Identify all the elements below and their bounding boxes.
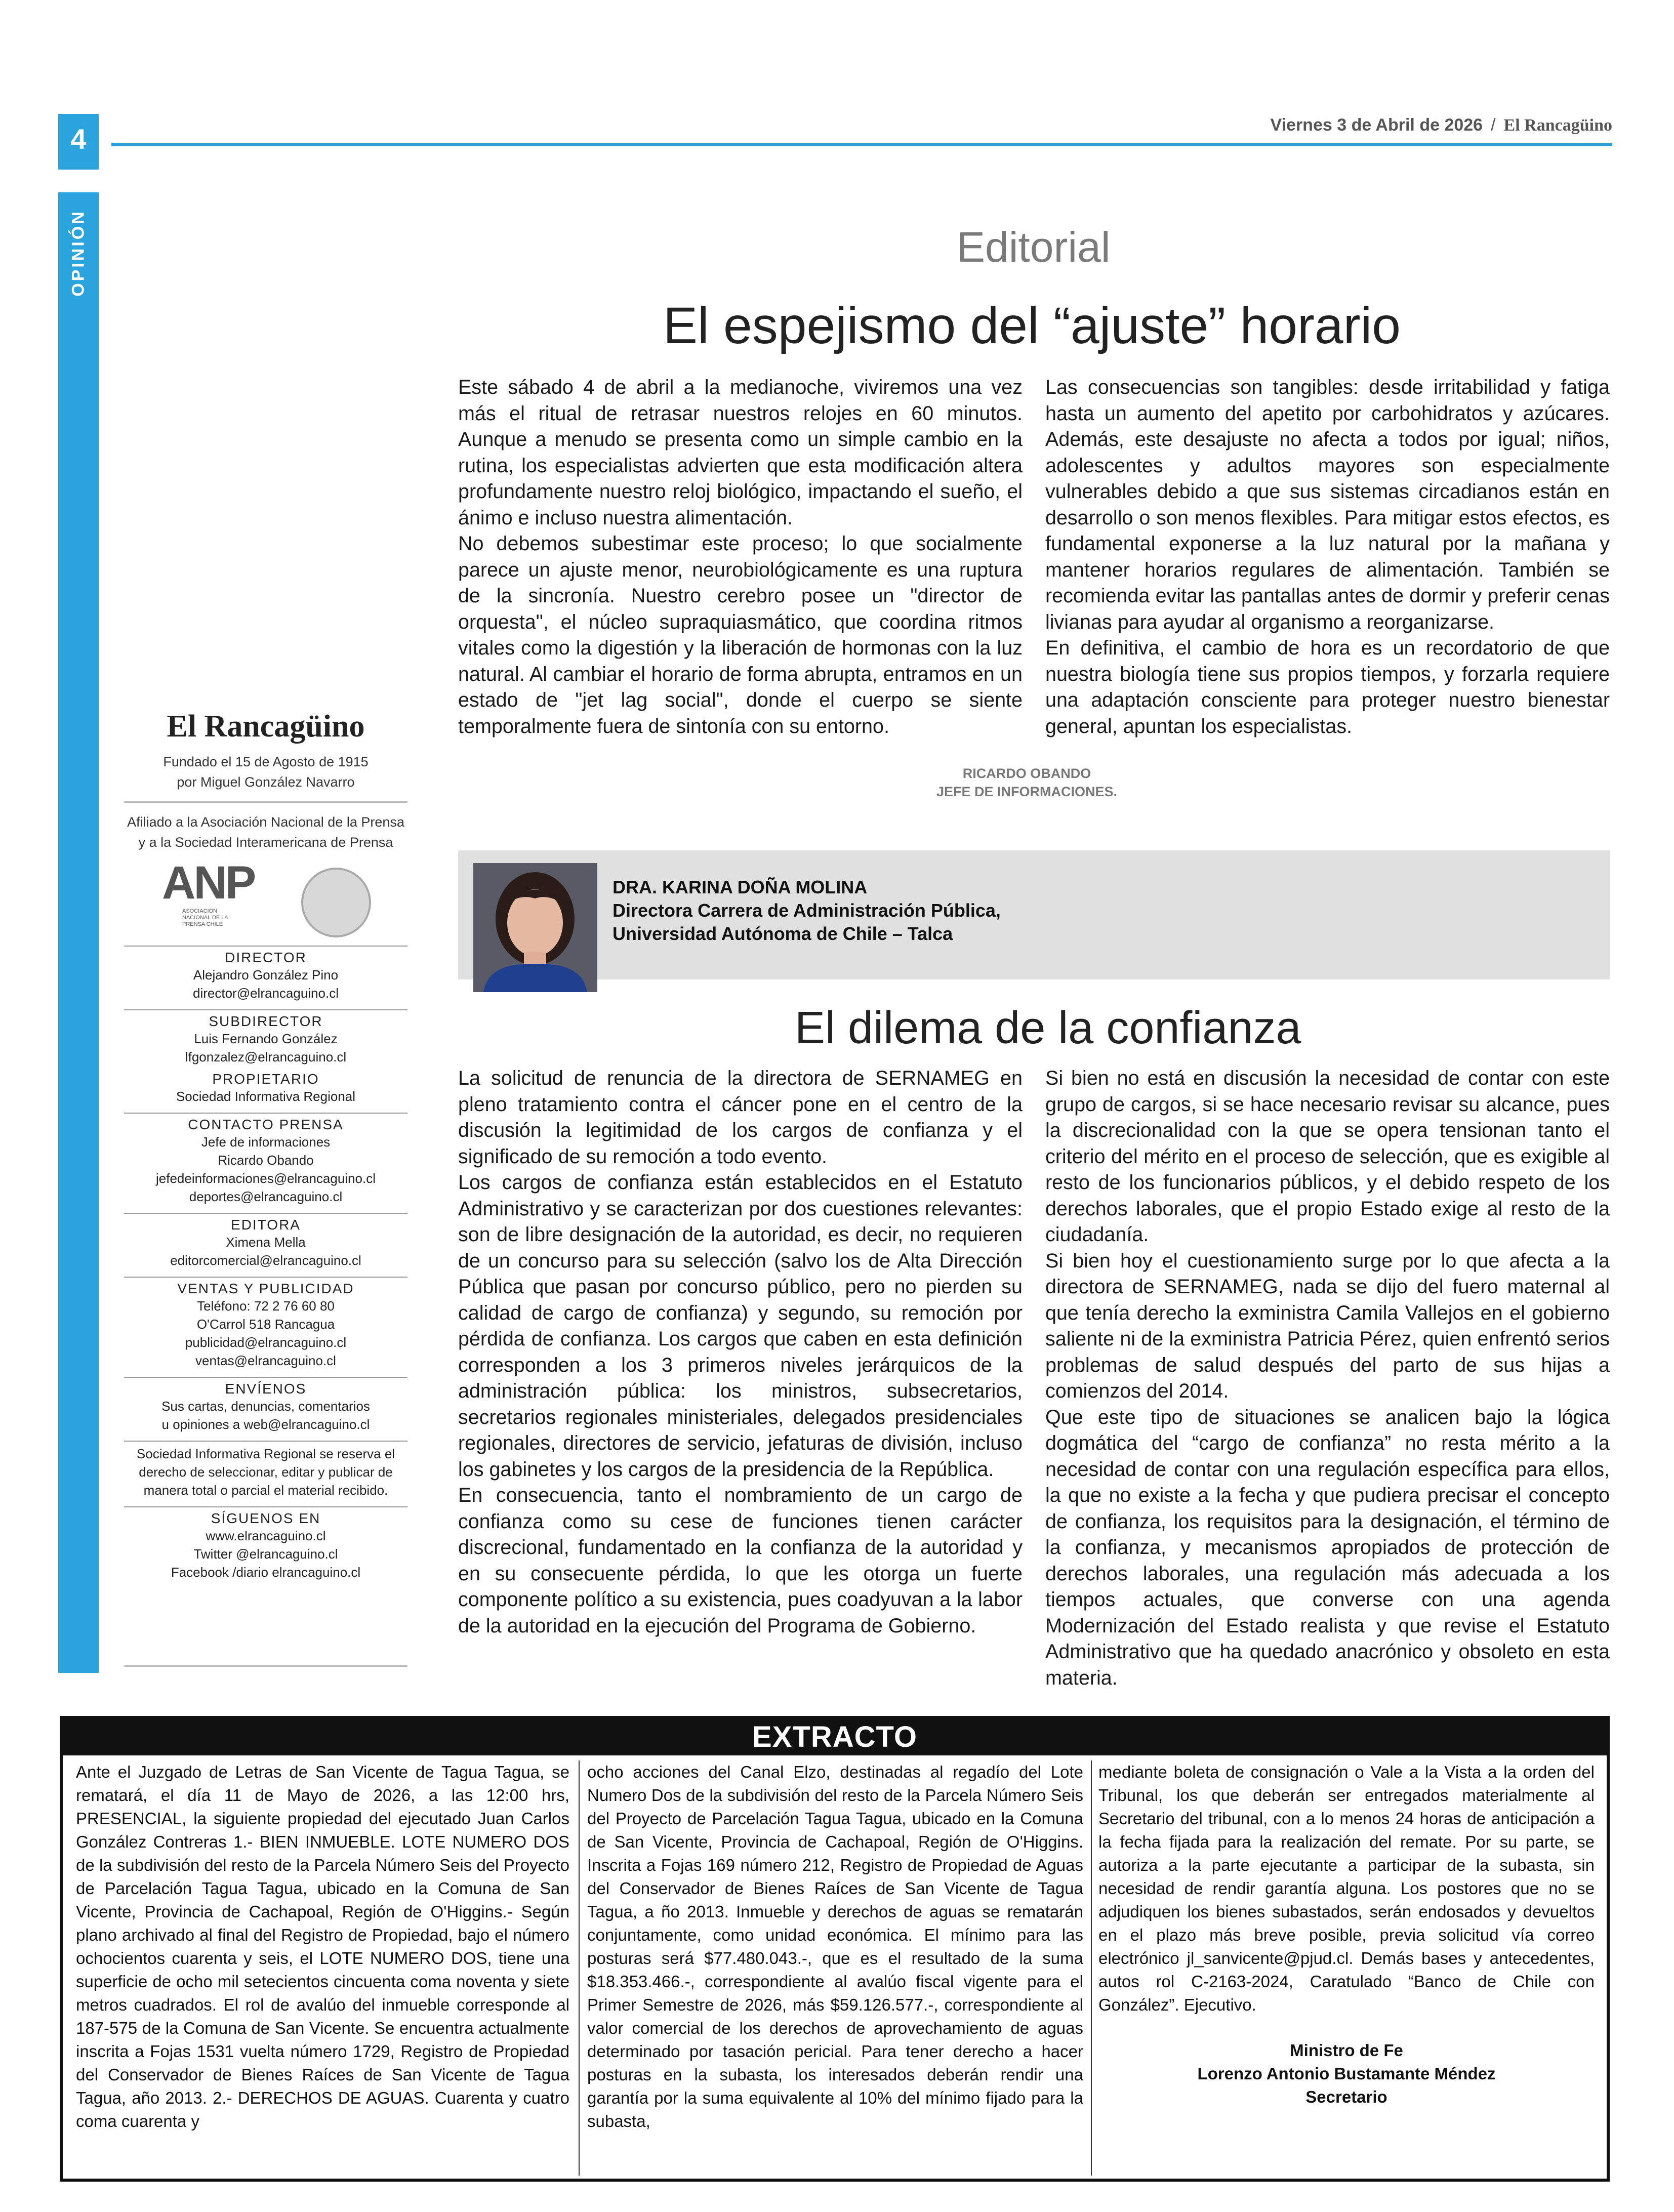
editor-email[interactable]: editorcomercial@elrancaguino.cl [170,1253,361,1268]
sales-heading: VENTAS Y PUBLICIDAD [177,1281,354,1296]
facebook-link[interactable]: Facebook /diario elrancaguino.cl [171,1565,361,1580]
twitter-link[interactable]: Twitter @elrancaguino.cl [193,1546,338,1562]
author-organization: Universidad Autónoma de Chile – Talca [613,923,953,944]
owner-heading: PROPIETARIO [212,1071,319,1087]
divider [124,1377,407,1378]
signature-title: Ministro de Fe [1290,2041,1403,2060]
advertising-email[interactable]: publicidad@elrancaguino.cl [185,1335,347,1350]
affiliation-logos [124,857,407,938]
masthead-bottom-rule [124,1665,407,1667]
press-heading: CONTACTO PRENSA [188,1117,344,1132]
opinion-column-1 [458,1066,1023,1639]
divider [124,946,407,947]
paragraph: La solicitud de renuncia de la directora de SERNAMEG en pleno tratamiento contra el cáncer pone en el centro de la discusión la legitimidad de los cargos de confianza y el significado de su remoción a todo evento. [458,1067,1023,1168]
author-name: DRA. KARINA DOÑA MOLINA [613,877,868,897]
opinion-column-2 [1045,1066,1610,1691]
author-photo [473,863,597,992]
byline-name: RICARDO OBANDO [962,766,1091,781]
masthead-name: El Rancagüino [167,709,365,744]
column-divider [1091,1760,1092,2176]
author-role: Directora Carrera de Administración Pública, [613,900,1001,921]
director-name: Alejandro González Pino [193,967,339,982]
signature-name: Lorenzo Antonio Bustamante Méndez [1197,2064,1496,2083]
editorial-column-2 [1045,375,1610,740]
paragraph: Este sábado 4 de abril a la medianoche, viviremos una vez más el ritual de retrasar nuestros relojes en 60 minutos. Aunque a menudo se presenta como un simple cambio en la rutina, los especialistas advierten que esta modificación altera profundamente nuestro reloj biológico, impactando el sueño, el ánimo e incluso nuestra alimentación. [458,376,1023,529]
editorial-title: El espejismo del “ajuste” horario [663,297,1401,354]
sales-phone: Teléfono: 72 2 76 60 80 [197,1298,335,1314]
divider [124,1506,407,1507]
header-separator: / [1491,115,1496,135]
paragraph: Las consecuencias son tangibles: desde irritabilidad y fatiga hasta un aumento del apetito por carbohidratos y azúcares. Además, este desajuste no afecta a todos por igual; niños, adolescentes y adultos mayores son especialmente vulnerables debido a que sus sistemas circadianos están en desarrollo o son menos flexibles. Para mitigar estos efectos, es fundamental exponerse a la luz natural por la mañana y mantener horarios regulares de alimentación. También se recomienda evitar las pantallas antes de dormir y preferir cenas livianas para ayudar al organismo a reorganizarse. [1045,376,1610,633]
signature-block [1098,2039,1595,2109]
paragraph: Los cargos de confianza están establecidos en el Estatuto Administrativo y se caracterizan por dos cuestiones relevantes: son de libre designación de la autoridad, es decir, no requieren de un concurso para su selección (salvo los de Alta Dirección Pública que pasan por concurso público, pero no pierden su calidad de cargo de confianza) y segundo, su remoción por pérdida de confianza. Los cargos que caben en esta definición corresponden a los 3 primeros niveles jerárquicos de la administración pública: los ministros, subsecretarios, secretarios regionales ministeriales, delegados presidenciales regionales, directores de servicio, jefaturas de división, incluso los gabinetes y los cargos de la presidencia de la República. [458,1171,1023,1481]
opinion-title: El dilema de la confianza [795,1003,1301,1053]
masthead [124,709,407,1581]
header-paper-name: El Rancagüino [1503,116,1612,135]
subdirector-email[interactable]: lfgonzalez@elrancaguino.cl [185,1049,347,1064]
section-label-text: OPINIÓN [68,210,88,297]
director-heading: DIRECTOR [225,950,307,965]
legal-notice-column-2 [587,1760,1083,2133]
send-heading: ENVÍENOS [225,1381,307,1397]
byline-role: JEFE DE INFORMACIONES. [936,784,1118,799]
press-role: Jefe de informaciones [201,1134,331,1150]
paragraph: En definitiva, el cambio de hora es un recordatorio de que nuestra biología tiene sus propios tiempos, y forzarla requiere una adaptación consciente para proteger nuestro bienestar general, apuntan los especialistas. [1045,637,1610,738]
legal-notice-column-3 [1098,1760,1595,2109]
issue-date: Viernes 3 de Abril de 2026 [1270,115,1483,135]
anp-logo [162,857,255,928]
paragraph: Si bien hoy el cuestionamiento surge por lo que afecta a la directora de SERNAMEG, nada se dijo del fuero maternal al que tenía derecho la exministra Camila Vallejos en el gobierno saliente ni de la exministra Patricia Pérez, quien enfrentó serios problemas de salud después del parto de sus hijas a comienzos del 2014. [1045,1249,1610,1402]
sales-email[interactable]: ventas@elrancaguino.cl [195,1353,336,1368]
founded-line: Fundado el 15 de Agosto de 1915 [163,754,369,769]
section-strip [58,192,99,1673]
section-label [58,202,99,304]
sales-address: O'Carrol 518 Rancagua [196,1317,335,1332]
divider [124,1113,407,1114]
divider [124,1277,407,1278]
editorial-kicker: Editorial [957,223,1111,271]
divider [124,1213,407,1214]
sports-email[interactable]: deportes@elrancaguino.cl [189,1189,343,1204]
masthead-divider [124,801,407,803]
divider [124,1441,407,1442]
affiliation-line-1: Afiliado a la Asociación Nacional de la Prensa [127,814,404,830]
affiliation-line-2: y a la Sociedad Interamericana de Prensa [138,835,393,850]
paragraph: Que este tipo de situaciones se analicen bajo la lógica dogmática del “cargo de confianza” no resta mérito a la necesidad de contar con una regulación específica para ellos, la que no existe a la fecha y que pudiera precisar el concepto de confianza, los requisitos para la designación, el término de la confianza, y mecanismos apropiados de protección de derechos laborales, una regulación más adecuada a los tiempos actuales, que converse con una agenda Modernización del Estado realista y que revise el Estatuto Administrativo que ha quedado anacrónico y obsoleto en esta materia. [1045,1406,1610,1689]
signature-role: Secretario [1305,2087,1387,2106]
sip-globe-logo [301,868,371,937]
editor-name: Ximena Mella [226,1235,306,1250]
author-credit [613,876,1001,946]
editorial-byline [936,764,1117,801]
send-line-2: u opiniones a web@elrancaguino.cl [161,1417,370,1432]
rights-line-2: derecho de seleccionar, editar y publicar de [139,1464,393,1480]
page-number: 4 [58,114,99,170]
press-email[interactable]: jefedeinformaciones@elrancaguino.cl [156,1171,376,1186]
rights-line-3: manera total o parcial el material recibido. [143,1483,388,1498]
paragraph: mediante boleta de consignación o Vale a la Vista a la orden del Tribunal, los que deberán ser entregados materialmente al Secretario del tribunal, con a lo menos 24 horas de anticipación a la fecha fijada para la realización del remate. Por su parte, se autoriza a la parte ejecutante a participar de la subasta, sin necesidad de rendir garantía alguna. Los postores que no se adjudiquen los bienes subastados, serán endosados y devueltos en el plazo más breve posible, previa solicitud vía correo electrónico jl_sanvicente@pjud.cl. Demás bases y antecedentes, autos rol C-2163-2024, Caratulado “Banco de Chile con González”. Ejecutivo. [1098,1763,1595,2014]
director-email[interactable]: director@elrancaguino.cl [193,986,339,1001]
website-link[interactable]: www.elrancaguino.cl [206,1528,326,1543]
paragraph: En consecuencia, tanto el nombramiento de un cargo de confianza como su cese de funciones tienen carácter discrecional, fundamentado en la confianza de la autoridad y en su consecuente pérdida, lo que les otorga un fuerte componente político a su existencia, pues coadyuvan a la labor de la autoridad en la ejecución del Programa de Gobierno. [458,1484,1023,1637]
subdirector-name: Luis Fernando González [194,1031,338,1046]
anp-logo-subtext: ASOCIACIÓN NACIONAL DE LA PRENSA CHILE [182,908,228,927]
subdirector-heading: SUBDIRECTOR [209,1013,323,1029]
header-dateline [1271,115,1612,135]
rights-line-1: Sociedad Informativa Regional se reserva el [136,1446,395,1461]
follow-heading: SÍGUENOS EN [211,1510,321,1526]
editor-heading: EDITORA [231,1217,301,1233]
legal-notice-column-1 [76,1760,569,2133]
anp-logo-letters: ANP [162,857,255,909]
paragraph: No debemos subestimar este proceso; lo que socialmente parece un ajuste menor, neurobiológicamente es una ruptura de la sincronía. Nuestro cerebro posee un "director de orquesta", el núcleo supraquiasmático, que coordina ritmos vitales como la digestión y la liberación de hormonas con la luz natural. Al cambiar el horario de forma abrupta, entramos en un estado de "jet lag social", donde el cuerpo se siente temporalmente fuera de sintonía con su entorno. [458,532,1023,738]
owner-name: Sociedad Informativa Regional [176,1089,356,1104]
send-line-1: Sus cartas, denuncias, comentarios [161,1399,370,1414]
divider [124,1009,407,1010]
founder-line: por Miguel González Navarro [177,774,355,790]
paragraph: Si bien no está en discusión la necesidad de contar con este grupo de cargos, si se hace necesario revisar su alcance, pues la discrecionalidad con la que se opera tensionan tanto el criterio del mérito en el proceso de selección, que es exigible al resto de los funcionarios públicos, y el debido respeto de los derechos laborales, que el propio Estado exige al resto de la ciudadanía. [1045,1067,1610,1246]
header-rule [111,143,1612,146]
author-portrait-icon [473,863,597,992]
paragraph: Ante el Juzgado de Letras de San Vicente de Tagua Tagua, se rematará, el día 11 de Mayo de 2026, a las 12:00 hrs, PRESENCIAL, la siguiente propiedad del ejecutado Juan Carlos González Contreras 1.- BIEN INMUEBLE. LOTE NUMERO DOS de la subdivisión del resto de la Parcela Número Seis del Proyecto de Parcelación Tagua Tagua, ubicado en la Comuna de San Vicente, Provincia de Cachapoal, Región de O'Higgins.- Según plano archivado al final del Registro de Propiedad, bajo el número ochocientos cuarenta y seis, el LOTE NUMERO DOS, tiene una superficie de ocho mil setecientos cincuenta coma noventa y siete metros cuadrados. El rol de avalúo del inmueble corresponde al 187-575 de la Comuna de San Vicente. Se encuentra actualmente inscrita a Fojas 1531 vuelta número 1729, Registro de Propiedad del Conservador de Bienes Raíces de San Vicente de Tagua Tagua, año 2013. 2.- DERECHOS DE AGUAS. Cuarenta y cuatro coma cuarenta y [76,1763,569,2131]
paragraph: ocho acciones del Canal Elzo, destinadas al regadío del Lote Numero Dos de la subdivisión del resto de la Parcela Número Seis del Proyecto de Parcelación Tagua Tagua, ubicado en la Comuna de San Vicente, Provincia de Cachapoal, Región de O'Higgins. Inscrita a Fojas 169 número 212, Registro de Propiedad de Aguas del Conservador de Bienes Raíces de San Vicente de Tagua Tagua, a ño 2013. Inmueble y derechos de aguas se rematarán conjuntamente, como unidad económica. El mínimo para las posturas será $77.480.043.-, que es el resultado de la suma $18.353.466.-, correspondiente al avalúo fiscal vigente para el Primer Semestre de 2026, más $59.126.577.-, correspondiente al valor comercial de los derechos de aprovechamiento de aguas determinado por tasación pericial. Para tener derecho a hacer posturas en la subasta, los interesados deberán rendir una garantía por la suma equivalente al 10% del mínimo fijado para la subasta, [587,1763,1083,2131]
press-name: Ricardo Obando [218,1153,314,1168]
column-divider [579,1760,580,2176]
legal-notice-title: EXTRACTO [63,1719,1607,1755]
editorial-column-1 [458,375,1023,740]
